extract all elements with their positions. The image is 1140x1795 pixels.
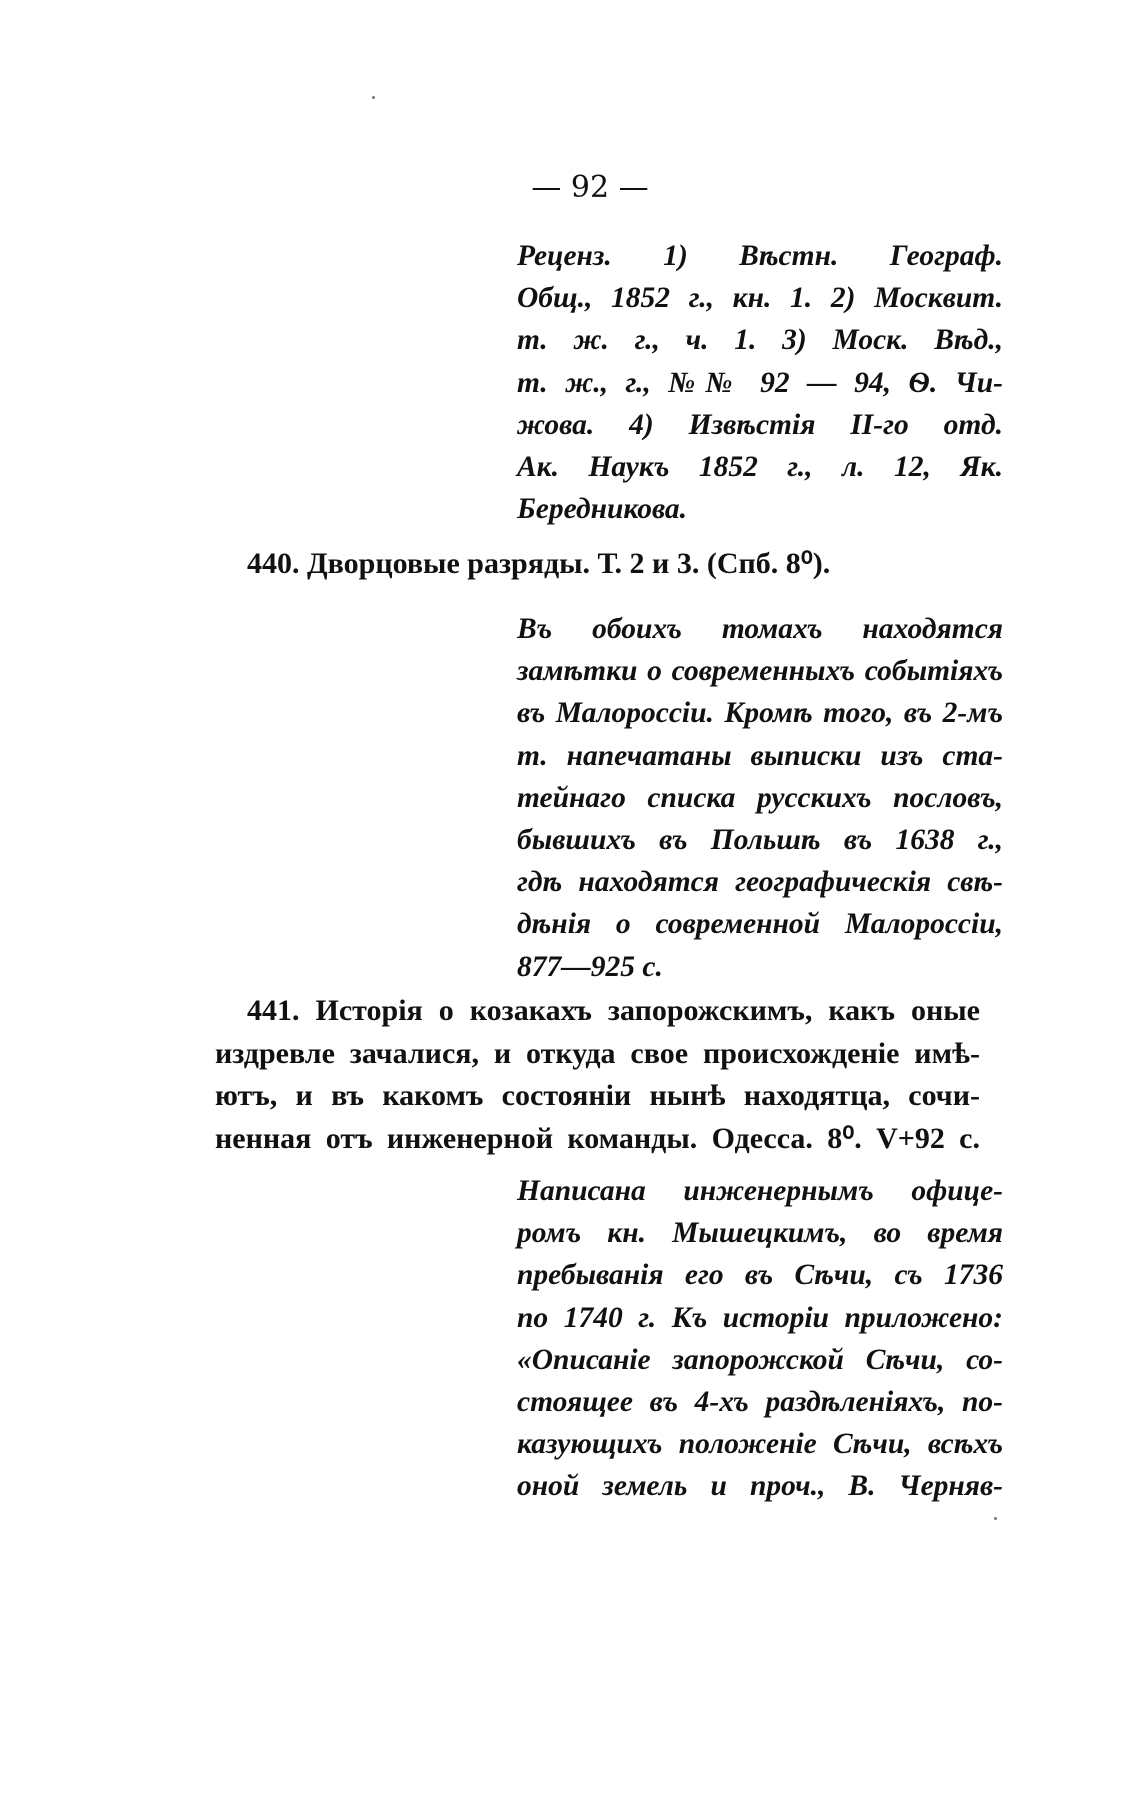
page-number: — 92 — <box>531 170 649 205</box>
entry-title: Дворцовые разряды. Т. 2 и 3. (Спб. 8⁰). <box>307 547 831 580</box>
note-line: Написана инженернымъ офице- <box>517 1175 1003 1207</box>
note-line: тейнаго списка русскихъ пословъ, <box>517 781 1003 814</box>
entry-number: 440. <box>247 547 300 580</box>
note-line: казующихъ положеніе Сѣчи, всѣхъ <box>517 1428 1003 1461</box>
note-line: бывшихъ въ Польшѣ въ 1638 г., <box>517 824 1003 857</box>
review-note-line: Бередникова. <box>517 493 688 526</box>
entry-440-line <box>247 543 927 586</box>
note-440 <box>517 608 1003 988</box>
review-note-line: Реценз. 1) Вѣстн. Географ. <box>517 240 1003 272</box>
note-line: 877—925 с. <box>517 950 663 983</box>
speck-top <box>372 96 375 99</box>
review-note-line: Общ., 1852 г., кн. 1. 2) Москвит. <box>517 282 1003 315</box>
entry-title-start: Исторія о козакахъ запорожскимъ, какъ оные <box>315 994 980 1027</box>
note-line: дѣнія о современной Малороссіи, <box>517 908 1003 941</box>
note-line: оной земель и проч., В. Черняв- <box>517 1470 1003 1503</box>
note-line: пребыванія его въ Сѣчи, съ 1736 <box>517 1259 1003 1292</box>
review-note-line: жова. 4) Извѣстія II-го отд. <box>517 408 1003 441</box>
entry-441-line: ютъ, и въ какомъ состояніи нынѣ находятца, сочи- <box>215 1079 980 1112</box>
entry-441-line <box>215 990 980 1033</box>
note-line: въ Малороссіи. Кромѣ того, въ 2-мъ <box>517 697 1003 730</box>
entry-number: 441. <box>247 994 300 1027</box>
note-line: стоящее въ 4-хъ раздѣленіяхъ, по- <box>517 1386 1003 1419</box>
note-line: Въ обоихъ томахъ находятся <box>517 613 1003 645</box>
entry-441-line: издревле зачалися, и откуда свое происхожденіе имѣ- <box>215 1036 980 1070</box>
review-note-line: т. ж., г., №№ 92 — 94, Ѳ. Чи- <box>517 366 1003 399</box>
entry-440 <box>247 543 927 586</box>
entry-441 <box>215 990 980 1160</box>
review-note-line: Ак. Наукъ 1852 г., л. 12, Як. <box>517 451 1003 484</box>
note-line: гдѣ находятся географическія свѣ- <box>517 866 1003 899</box>
note-line: по 1740 г. Къ исторіи приложено: <box>517 1301 1003 1334</box>
note-line: «Описаніе запорожской Сѣчи, со- <box>517 1343 1003 1376</box>
note-line: замѣтки о современныхъ событіяхъ <box>517 655 1003 688</box>
note-line: т. напечатаны выписки изъ ста- <box>517 739 1003 772</box>
note-line: ромъ кн. Мышецкимъ, во время <box>517 1217 1003 1250</box>
review-note <box>517 235 1003 530</box>
review-note-line: т. ж. г., ч. 1. 3) Моск. Вѣд., <box>517 324 1003 357</box>
speck-bottom-right <box>994 1517 997 1520</box>
entry-441-line: ненная отъ инженерной команды. Одесса. 8⁰. V+92 с. <box>215 1121 980 1155</box>
note-441 <box>517 1170 1003 1508</box>
